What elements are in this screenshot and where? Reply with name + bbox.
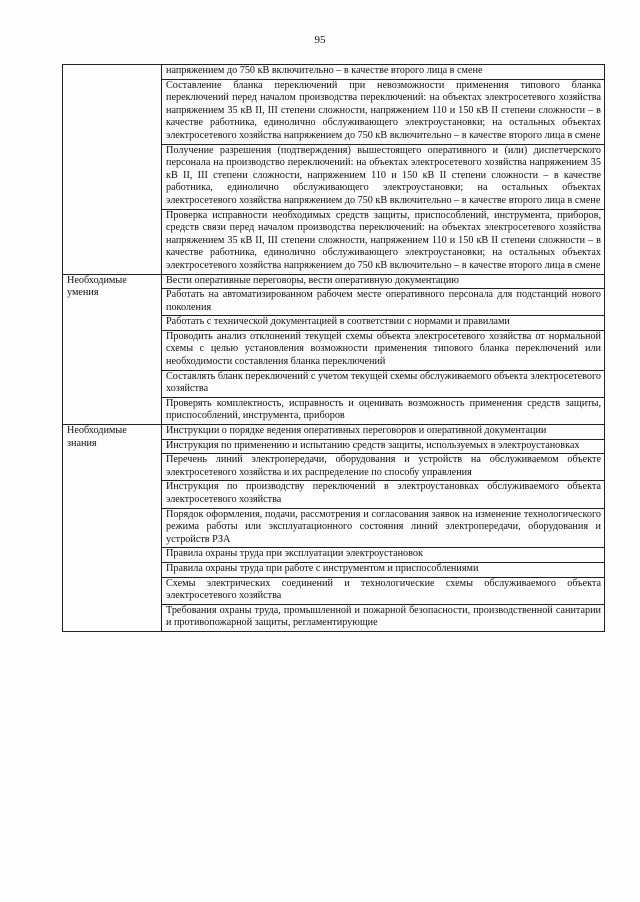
row-group-label bbox=[63, 65, 162, 275]
table-cell-text: Работать на автоматизированном рабочем месте оперативного персонала для подстанций нового поколения bbox=[162, 289, 605, 316]
row-group-label bbox=[63, 274, 162, 425]
label-line: Необходимые bbox=[67, 425, 127, 437]
table-cell-text: Порядок оформления, подачи, рассмотрения и согласования заявок на изменение технологического режима работы или эксплуатационного состояния линий электропередачи, оборудования и устройств РЗА bbox=[162, 508, 605, 548]
table-cell-text: Перечень линий электропередачи, оборудования и устройств на обслуживаемом объекте электросетевого хозяйства и их распределение по способу управления bbox=[162, 454, 605, 481]
table-cell-text: Работать с технической документацией в соответствии с нормами и правилами bbox=[162, 316, 605, 331]
label-line: знания bbox=[67, 437, 97, 449]
page-number: 95 bbox=[314, 34, 326, 46]
table-cell-text: Проводить анализ отклонений текущей схемы объекта электросетевого хозяйства от нормальной схемы с целью установления возможности применения типового бланка переключений или необходимости составления бланка переключений bbox=[162, 330, 605, 370]
row-group-label bbox=[63, 425, 162, 632]
table-cell-text: Инструкции о порядке ведения оперативных переговоров и оперативной документации bbox=[162, 425, 605, 440]
competency-table bbox=[62, 64, 605, 632]
table-cell-text: напряжением до 750 кВ включительно – в качестве второго лица в смене bbox=[162, 65, 605, 80]
table-row bbox=[63, 65, 605, 80]
table-cell-text: Требования охраны труда, промышленной и пожарной безопасности, производственной санитарии и противопожарной защиты, регламентирующие bbox=[162, 604, 605, 631]
table-row bbox=[63, 274, 605, 289]
table-cell-text: Правила охраны труда при работе с инструментом и приспособлениями bbox=[162, 562, 605, 577]
table-cell-text: Вести оперативные переговоры, вести оперативную документацию bbox=[162, 274, 605, 289]
table-cell-text: Составление бланка переключений при невозможности применения типового бланка переключений перед началом производства переключений: на объектах электросетевого хозяйства напряжением 35 кВ II, III степени сложности, напряжением 110 и 150 кВ II степени сложности – в качестве работника, единолично обслуживающего электроустановки; на остальных объектах электросетевого хозяйства напряжением до 750 кВ включительно – в качестве второго лица в смене bbox=[162, 79, 605, 144]
table-cell-text: Правила охраны труда при эксплуатации электроустановок bbox=[162, 548, 605, 563]
table-cell-text: Составлять бланк переключений с учетом текущей схемы обслуживаемого объекта электросетевого хозяйства bbox=[162, 370, 605, 397]
table-cell-text: Инструкция по применению и испытанию средств защиты, используемых в электроустановках bbox=[162, 439, 605, 454]
table-cell-text: Проверять комплектность, исправность и оценивать возможность применения средств защиты, приспособлений, инструмента, приборов bbox=[162, 397, 605, 424]
table-cell-text: Получение разрешения (подтверждения) вышестоящего оперативного и (или) диспетчерского персонала на производство переключений: на объектах электросетевого хозяйства напряжением 35 кВ II, III степени сложности, напряжением 110 и 150 кВ II степени сложности – в качестве работника, единолично обслуживающего электроустановки; на остальных объектах электросетевого хозяйства напряжением до 750 кВ включительно – в качестве второго лица в смене bbox=[162, 144, 605, 209]
table-cell-text: Проверка исправности необходимых средств защиты, приспособлений, инструмента, приборов, средств связи перед началом производства переключений: на объектах электросетевого хозяйства напряжением 35 кВ II, III степени сложности, напряжением 110 и 150 кВ II степени сложности – в качестве работника, единолично обслуживающего электроустановки; на остальных объектах электросетевого хозяйства напряжением до 750 кВ включительно – в качестве второго лица в смене bbox=[162, 209, 605, 274]
table-cell-text: Схемы электрических соединений и технологические схемы обслуживаемого объекта электросетевого хозяйства bbox=[162, 577, 605, 604]
table-row bbox=[63, 425, 605, 440]
table-cell-text: Инструкция по производству переключений в электроустановках обслуживаемого объекта электросетевого хозяйства bbox=[162, 481, 605, 508]
label-line: Необходимые bbox=[67, 274, 127, 286]
label-line: умения bbox=[67, 287, 99, 299]
